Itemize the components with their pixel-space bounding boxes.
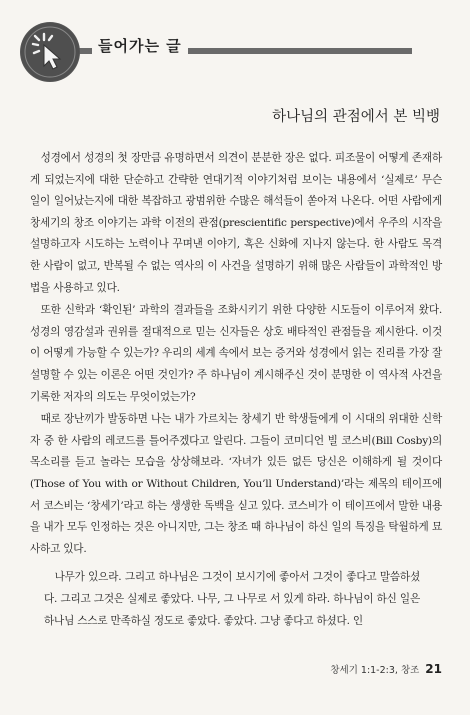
page-number: 21 [425,662,442,676]
cursor-burst-icon [20,22,80,82]
section-subtitle: 하나님의 관점에서 본 빅뱅 [272,109,440,125]
page-footer [330,662,442,676]
chapter-title: 들어가는 글 [92,35,188,56]
paragraph-3: 때로 장난끼가 발동하면 나는 내가 가르치는 창세기 반 학생들에게 이 시대의 위대한 신학자 중 한 사람의 레코드를 틀어주겠다고 알린다. 그들이 코미디언 빌 코스비(Bill Cosby)의 목소리를 듣고 놀라는 모습을 상상해보라. ‘자녀가 있든 없든 당신은 이해하게 될 것이다(Those of You with or Without Children, You’ll Understand)’라는 제목의 테이프에서 코스비는 ‘창세기’라고 하는 생생한 독백을 싣고 있다. 코스비가 이 테이프에서 말한 내용을 내가 모두 인정하는 것은 아니지만, 그는 창조 때 하나님이 하신 일의 특징을 탁월하게 묘사하고 있다. [30,413,442,555]
body-text [30,148,442,561]
paragraph-1: 성경에서 성경의 첫 장만큼 유명하면서 의견이 분분한 장은 없다. 피조물이 어떻게 존재하게 되었는지에 대한 단순하고 간략한 연대기적 이야기처럼 보이는 내용에서 ‘실제로’ 무슨 일이 일어났는지에 대한 복잡하고 광범위한 수많은 해석들이 쏟아져 나온다. 어떤 사람에게 창세기의 창조 이야기는 과학 이전의 관점(prescientific perspective)에서 우주의 시작을 설명하고자 시도하는 노력이나 꾸며낸 이야기, 혹은 신화에 지나지 않는다. 한 사람도 목격한 사람이 없고, 반복될 수 없는 역사의 이 사건을 설명하기 위해 많은 사람들이 과학적인 방법을 사용하고 있다. [30,152,442,294]
quote-text: 나무가 있으라. 그리고 하나님은 그것이 보시기에 좋아서 그것이 좋다고 말씀하셨다. 그리고 그것은 실제로 좋았다. 나무, 그 나무로 서 있게 하라. 하나님이 하신 일은 하나님 스스로 만족하실 정도로 좋았다. 좋았다. 그냥 좋다고 하셨다. 인 [44,571,420,627]
running-footer-section: 창세기 1:1-2:3, 창조 [330,665,420,676]
block-quote [44,566,420,633]
chapter-header [20,22,450,82]
paragraph-2: 또한 신학과 ‘확인된’ 과학의 결과들을 조화시키기 위한 다양한 시도들이 이루어져 왔다. 성경의 영감설과 권위를 절대적으로 믿는 신자들은 상호 배타적인 관점들을 제시한다. 이것이 어떻게 가능할 수 있는가? 우리의 세계 속에서 보는 증거와 성경에서 읽는 진리를 가장 잘 설명할 수 있는 이론은 어떤 것인가? 주 하나님이 계시해주신 것이 분명한 이 역사적 사건을 기록한 저자의 의도는 무엇이었는가? [30,304,442,403]
